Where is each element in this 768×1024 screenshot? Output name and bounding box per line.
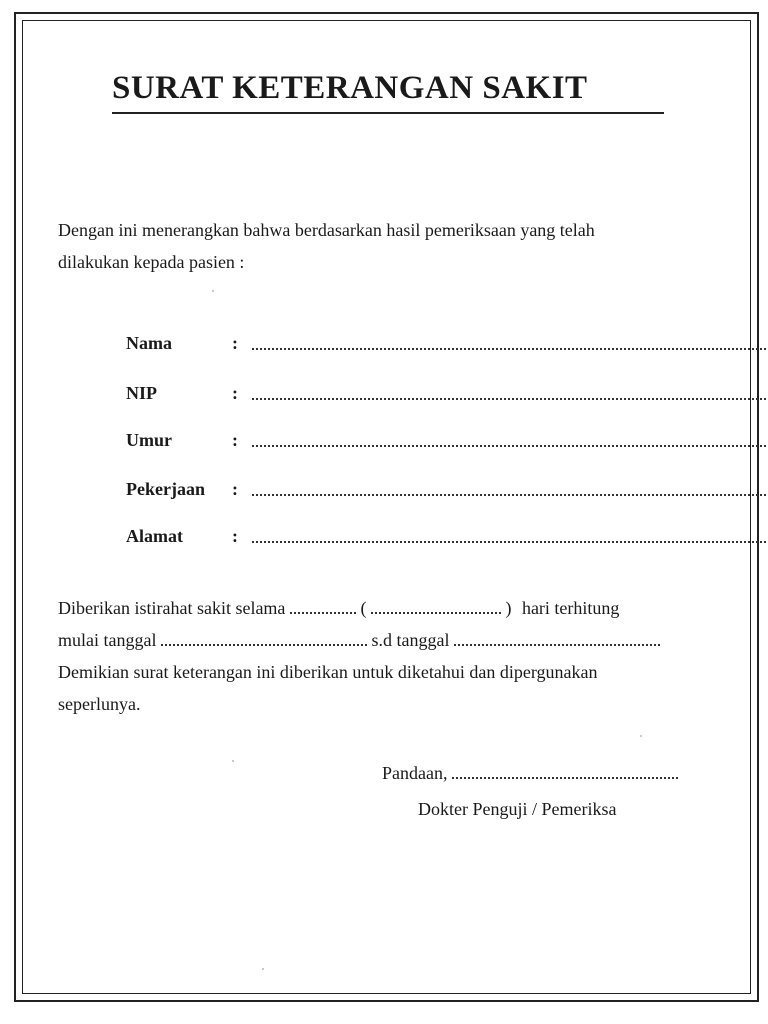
intro-paragraph [58, 214, 728, 278]
scan-speck [640, 735, 642, 737]
rest-line-1-text: Diberikan istirahat sakit selama [58, 598, 286, 618]
field-label: Pekerjaan [126, 479, 205, 499]
field-colon: : [232, 430, 238, 450]
rest-paren-open: ( [360, 598, 367, 618]
field-label: Alamat [126, 526, 183, 546]
document-title: SURAT KETERANGAN SAKIT [112, 70, 588, 106]
signature-place-label: Pandaan, [382, 763, 448, 783]
scan-speck [212, 290, 214, 292]
field-colon: : [232, 479, 238, 499]
rest-line-2-mid: s.d tanggal [371, 630, 450, 650]
intro-line-2: dilakukan kepada pasien : [58, 252, 245, 272]
scan-speck [262, 968, 264, 970]
rest-line-1 [58, 592, 728, 624]
field-colon: : [232, 333, 238, 353]
field-alamat-blank[interactable] [252, 541, 768, 543]
rest-paren-close: ) [505, 598, 512, 618]
signature-place [382, 763, 678, 784]
field-colon: : [232, 383, 238, 403]
field-nama-blank[interactable] [252, 348, 768, 350]
title-underline [112, 112, 664, 114]
field-pekerjaan-blank[interactable] [252, 494, 768, 496]
rest-paragraph [58, 592, 728, 720]
field-label: NIP [126, 383, 157, 403]
rest-days-blank[interactable] [290, 598, 356, 614]
field-label: Umur [126, 430, 172, 450]
rest-line-2-text: mulai tanggal [58, 630, 157, 650]
start-date-blank[interactable] [161, 630, 367, 646]
rest-line-3: Demikian surat keterangan ini diberikan untuk diketahui dan dipergunakan [58, 662, 598, 682]
rest-line-4: seperlunya. [58, 694, 141, 714]
scan-speck [232, 760, 234, 762]
field-colon: : [232, 526, 238, 546]
end-date-blank[interactable] [454, 630, 660, 646]
field-nip-blank[interactable] [252, 398, 768, 400]
field-label: Nama [126, 333, 172, 353]
intro-line-1: Dengan ini menerangkan bahwa berdasarkan hasil pemeriksaan yang telah [58, 220, 595, 240]
field-umur-blank[interactable] [252, 445, 768, 447]
signature-date-blank[interactable] [452, 763, 678, 779]
document-inner-border [22, 20, 751, 994]
rest-line-1-end: hari terhitung [521, 598, 620, 618]
signature-role: Dokter Penguji / Pemeriksa [418, 799, 617, 819]
rest-days-words-blank[interactable] [371, 598, 501, 614]
rest-line-2 [58, 624, 728, 656]
